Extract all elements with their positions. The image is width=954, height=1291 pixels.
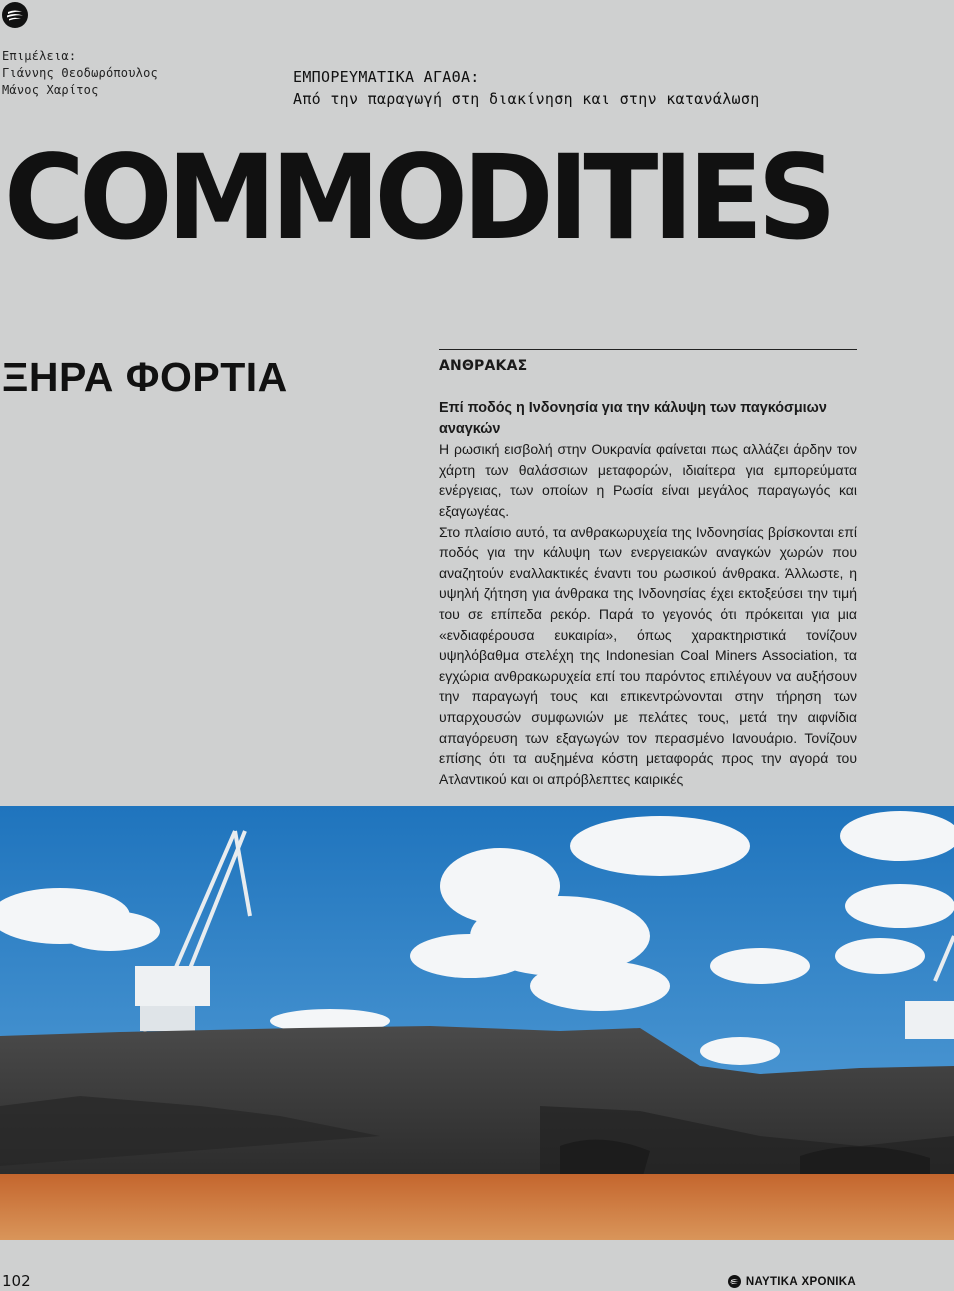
column-divider xyxy=(439,349,857,350)
section-title: ΞΗΡΑ ΦΟΡΤΙΑ xyxy=(2,354,288,400)
kicker-subtitle: Από την παραγωγή στη διακίνηση και στην κατανάλωση xyxy=(293,90,760,108)
coal-port-photo xyxy=(0,806,954,1240)
section-kicker xyxy=(293,66,760,110)
kicker-title: ΕΜΠΟΡΕΥΜΑΤΙΚΑ ΑΓΑΘΑ: xyxy=(293,68,480,86)
article-paragraph: Στο πλαίσιο αυτό, τα ανθρακωρυχεία της Ινδονησίας βρίσκονται επί ποδός για την κάλυψη των ενεργειακών αναγκών χωρών που αναζητούν εναλλακτικές έναντι του ρωσικού άνθρακα. Άλλωστε, η υψηλή ζήτηση για άνθρακα της Ινδονησίας έχει εκτοξεύσει την τιμή του σε επίπεδα ρεκόρ. Παρά το γεγονός ότι πρόκειται για μια «ενδιαφέρουσα ευκαιρία», όπως χαρακτηριστικά τονίζουν υψηλόβαθμα στελέχη της Indonesian Coal Miners Association, τα εγχώρια ανθρακωρυχεία επί του παρόντος επιλέγουν να αυξήσουν την παραγωγή τους και επικεντρώνονται στην τήρηση των υπαρχουσών συμφωνιών με πελάτες τους, μετά την αιφνίδια απαγόρευση των εξαγωγών τον περασμένο Ιανουάριο. Τονίζουν επίσης ότι τα αυξημένα κόστη μεταφοράς προς την αγορά του Ατλαντικού και οι απρόβλεπτες καιρικές xyxy=(439,523,857,787)
article-headline: Επί ποδός η Ινδονησία για την κάλυψη των παγκόσμιων αναγκών xyxy=(439,400,827,437)
credits-label: Επιμέλεια: xyxy=(2,49,77,63)
page-number: 102 xyxy=(2,1272,31,1290)
article xyxy=(439,356,857,789)
article-paragraph: Η ρωσική εισβολή στην Ουκρανία φαίνεται πως αλλάζει άρδην τον χάρτη των θαλάσσιων μεταφορών, ιδιαίτερα για εμπορεύματα ενέργειας, των οποίων η Ρωσία είναι μεγάλος παραγωγός και εξαγωγέας. xyxy=(439,441,857,519)
footer-brand-name: ΝΑΥΤΙΚΑ ΧΡΟΝΙΚΑ xyxy=(745,1275,856,1288)
editor-credits xyxy=(2,48,158,99)
magazine-logo-icon xyxy=(2,2,28,28)
footer-brand xyxy=(728,1275,856,1288)
article-category: ΑΝΘΡΑΚΑΣ xyxy=(439,358,528,374)
editor-name: Μάνος Χαρίτος xyxy=(2,83,99,97)
masthead-title: COMMODITIES xyxy=(4,129,832,266)
editor-name: Γιάννης Θεοδωρόπουλος xyxy=(2,66,158,80)
magazine-logo-icon xyxy=(728,1275,741,1288)
